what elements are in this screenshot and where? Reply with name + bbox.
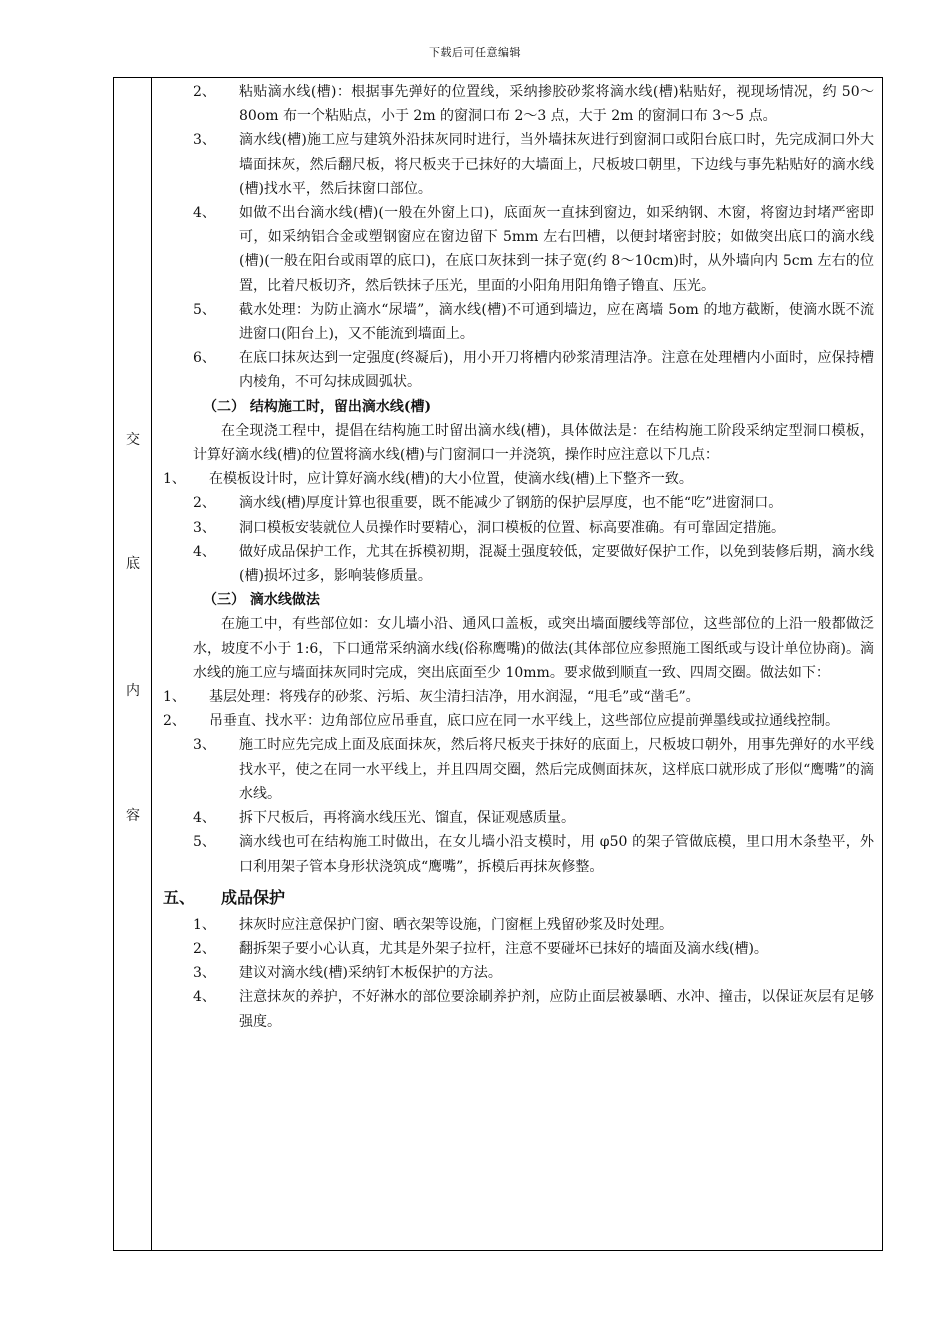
list-item [163,467,874,491]
item-text: 滴水线(槽)厚度计算也很重要，既不能减少了钢筋的保护层厚度，也不能“吃”进窗洞口。 [239,495,783,512]
item-number: 2、 [193,940,216,957]
item-number: 4、 [193,543,216,560]
list-item [193,201,874,298]
list-item [193,830,874,878]
item-number: 5、 [193,834,216,851]
item-text: 吊垂直、找水平：边角部位应吊垂直，底口应在同一水平线上，这些部位应提前弹墨线或拉通线控制。 [209,713,839,730]
subsection-heading: （二） 结构施工时，留出滴水线(槽) [203,398,432,415]
subsection-intro: 在全现浇工程中，提倡在结构施工时留出滴水线(槽)，具体做法是：在结构施工阶段采纳定型洞口模板，计算好滴水线(槽)的位置将滴水线(槽)与门窗洞口一并浇筑，操作时应注意以下几点： [193,422,874,464]
item-text: 截水处理：为防止滴水“尿墙”，滴水线(槽)不可通到墙边，应在离墙 5om 的地方截断，使滴水既不流进窗口(阳台上)，又不能流到墙面上。 [239,301,874,343]
item-number: 5、 [193,301,216,318]
item-number: 3、 [193,737,216,754]
item-number: 2、 [193,495,216,512]
item-number: 1、 [193,916,216,933]
item-text: 拆下尺板后，再将滴水线压光、馏直，保证观感质量。 [239,810,575,827]
item-text: 滴水线也可在结构施工时做出，在女儿墙小沿支模时，用 φ50 的架子管做底模，里口用木条垫平，外口利用架子管本身形状浇筑成“鹰嘴”，拆模后再抹灰修整。 [239,834,874,875]
list-item [193,961,874,985]
list-item [163,709,874,733]
side-label-column [114,78,152,1250]
side-label-char: 内 [126,683,140,699]
item-text: 做好成品保护工作，尤其在拆模初期，混凝土强度较低，定要做好保护工作，以免到装修后期，滴水线(槽)损坏过多，影响装修质量。 [239,543,874,585]
subsection-intro: 在施工中，有些部位如：女儿墙小沿、通风口盖板，或突出墙面腰线等部位，这些部位的上沿一般都做泛水，坡度不小于 1:6，下口通常采纳滴水线(俗称鹰嘴)的做法(其体部位应参照施工图纸或与设计单位协商)。滴水线的施工应与墙面抹灰同时完成，突出底面至少 10mm。要求做到顺直一致、四周交圈。做法如下： [193,616,874,681]
item-number: 1、 [163,471,186,488]
item-text: 滴水线(槽)施工应与建筑外沿抹灰同时进行，当外墙抹灰进行到窗洞口或阳台底口时，先完成洞口外大墙面抹灰，然后翻尺板，将尺板夹于已抹好的大墙面上，尺板坡口朝里，下边线与事先粘贴好的滴水线(槽)找水平，然后抹窗口部位。 [239,132,874,197]
item-text: 抹灰时应注意保护门窗、晒衣架等设施，门窗框上残留砂浆及时处理。 [239,916,673,933]
section-heading [163,885,874,911]
list-item [193,985,874,1033]
list-item [193,806,874,830]
item-text: 翻拆架子要小心认真，尤其是外架子拉杆，注意不要碰坏已抹好的墙面及滴水线(槽)。 [239,940,768,957]
item-text: 如做不出台滴水线(槽)(一般在外窗上口)，底面灰一直抹到窗边，如采纳钢、木窗，将窗边封堵严密即可，如采纳铝合金或塑钢窗应在窗边留下 5mm 左右凹槽，以便封堵密封胶；如做突出底口的滴水线(槽)(一般在阳台或雨罩的底口)，在底口灰抹到一抹子宽(约 8～10cm)时，从外墙向内 5cm 左右的位置，比着尺板切齐，然后铁抹子压光，里面的小阳角用阳角镥子镥直、压光。 [239,205,874,294]
list-item [163,685,874,709]
side-label-char: 容 [126,808,140,824]
item-text: 注意抹灰的养护，不好淋水的部位要涂刷养护剂，应防止面层被暴晒、水冲、撞击，以保证灰层有足够强度。 [239,989,874,1030]
list-item [193,733,874,806]
content-table [113,77,883,1251]
section-title: 成品保护 [221,887,286,907]
item-text: 在底口抹灰达到一定强度(终凝后)，用小开刀将槽内砂浆清理洁净。注意在处理槽内小面时，应保持槽内棱角，不可勾抹成圆弧状。 [239,350,874,391]
item-text: 粘贴滴水线(槽)：根据事先弹好的位置线，采纳掺胶砂浆将滴水线(槽)粘贴好，视现场情况，约 50～80om 布一个粘贴点，小于 2m 的窗洞口布 2～3 点，大于 2m 的窗洞口布 3～5 点。 [239,84,874,125]
list-item [193,346,874,394]
item-text: 洞口模板安装就位人员操作时要精心，洞口模板的位置、标高要准确。有可靠固定措施。 [239,519,785,536]
item-number: 1、 [163,689,186,706]
item-text: 建议对滴水线(槽)采纳钉木板保护的方法。 [239,965,502,982]
item-text: 在模板设计时，应计算好滴水线(槽)的大小位置，使滴水线(槽)上下整齐一致。 [209,471,693,488]
header-note: 下载后可任意编辑 [429,46,521,59]
item-text: 基层处理：将残存的砂浆、污垢、灰尘清扫洁净，用水润湿，“甩毛”或“凿毛”。 [209,689,700,706]
list-item [193,80,874,128]
side-label-char: 交 [126,432,140,448]
list-item [193,937,874,961]
item-number: 6、 [193,350,216,367]
item-number: 4、 [193,989,216,1006]
list-item [193,540,874,588]
item-text: 施工时应先完成上面及底面抹灰，然后将尺板夹于抹好的底面上，尺板坡口朝外，用事先弹好的水平线找水平，使之在同一水平线上，并且四周交圈，然后完成侧面抹灰，这样底口就形成了形似“鹰嘴”的滴水线。 [239,737,874,802]
subsection-heading: （三） 滴水线做法 [203,592,320,609]
list-item [193,516,874,540]
item-number: 4、 [193,205,216,222]
list-item [193,913,874,937]
item-number: 2、 [193,84,216,100]
list-item [193,128,874,201]
item-number: 2、 [163,713,186,730]
item-number: 3、 [193,965,216,982]
item-number: 3、 [193,132,216,149]
content-body [153,78,882,1250]
item-number: 3、 [193,519,216,536]
side-label-char: 底 [126,556,140,572]
list-item [193,298,874,346]
item-number: 4、 [193,810,216,827]
section-number: 五、 [163,887,196,907]
list-item [193,491,874,515]
